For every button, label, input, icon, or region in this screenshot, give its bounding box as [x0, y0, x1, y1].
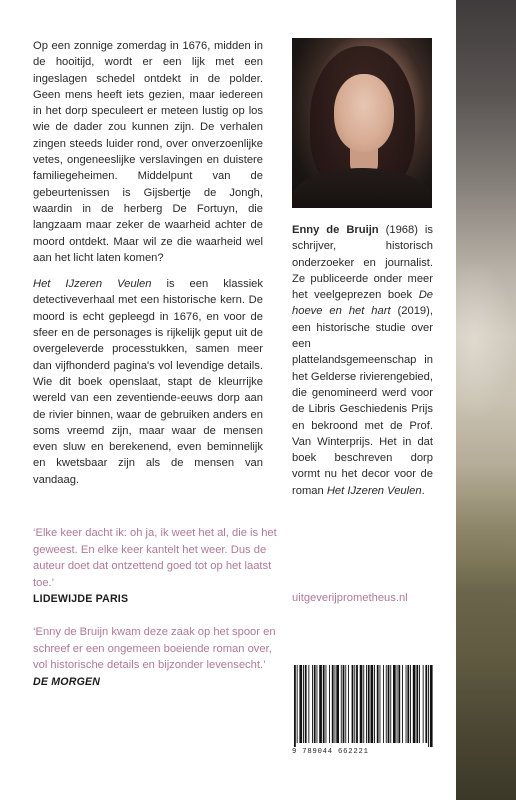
- barcode-bar: [336, 665, 339, 743]
- barcode-bar: [388, 665, 390, 743]
- author-photo: [292, 38, 432, 208]
- barcode-bar: [317, 665, 318, 743]
- author-name: Enny de Bruijn: [292, 224, 379, 236]
- book-title: Het IJzeren Veulen: [33, 278, 152, 291]
- barcode-bar: [354, 665, 355, 743]
- barcode-bar: [305, 665, 307, 743]
- blurb-paragraph-1: Op een zonnige zomerdag in 1676, midden in de hooitijd, wordt er een lijk met een ingeslagen schedel ontdekt in de polder. Geen mens heeft iets gezien, maar iedereen in het dorp speculeert er meteen lustig op los wie de dader zou kunnen zijn. De verhalen zingen steeds luider rond, over onverzoenlijke vetes, ongeneeslijke verslavingen en duistere familiegeheimen. Middelpunt van de gebeurtenissen is Gijsbertje de Jongh, waardin in de herberg De Fortuyn, die langzaam maar zeker de waarheid achter de moord ontdekt. Maar wil ze die waarheid wel aan het licht laten komen?: [33, 40, 263, 264]
- barcode-bar: [374, 665, 375, 743]
- barcode-bar: [341, 665, 342, 743]
- barcode-bar: [297, 665, 298, 743]
- barcode-bar: [363, 665, 364, 743]
- barcode-bar: [308, 665, 309, 743]
- publisher-url[interactable]: uitgeverijprometheus.nl: [292, 592, 408, 604]
- barcode-bar: [348, 665, 349, 743]
- barcode-bar: [428, 665, 429, 747]
- barcode-bar: [326, 665, 327, 743]
- quote-source: DE MORGEN: [33, 675, 101, 688]
- barcode-bar: [425, 665, 427, 743]
- barcode-bar: [413, 665, 416, 743]
- blurb-paragraph-2: Het IJzeren Veulen is een klassiek detectiveverhaal met een historische kern. De moord is echt gepleegd in 1676, en voor de sfeer en de personages is rijkelijk geput uit de overgeleverde processtukken, samen meer dan vijfhonderd pagina's vol levendige details. Wie dit boek openslaat, stapt de kleurrijke wereld van een zeventiende-eeuws dorp aan de rivier binnen, waar de gebruiken anders en soms vreemd zijn, maar waar de mensen even sluw en berekenend, even beminnelijk en kwetsbaar zijn als de mensen van vandaag.: [33, 278, 263, 486]
- review-quote-2: [33, 624, 278, 690]
- isbn-number: 9 789044 662221: [292, 748, 369, 756]
- barcode-bar: [380, 665, 381, 743]
- barcode-bar: [335, 665, 336, 743]
- barcode-bar: [383, 665, 384, 743]
- barcode-bar: [366, 665, 367, 743]
- barcode-bar: [419, 665, 420, 743]
- barcode: [292, 665, 433, 747]
- barcode-bar: [390, 665, 391, 743]
- barcode-bar: [352, 665, 354, 743]
- quote-text: ‘Enny de Bruijn kwam deze zaak op het spoor en schreef er een ongemeen boeiende roman over, vol historische details en bijzonder levensecht.’: [33, 626, 276, 671]
- review-quote-1: [33, 525, 278, 608]
- barcode-bar: [371, 665, 374, 743]
- barcode-bar: [312, 665, 313, 743]
- cover-landscape-strip: [456, 0, 516, 800]
- barcode-bar: [398, 665, 400, 743]
- barcode-bar: [393, 665, 396, 743]
- blurb: [33, 38, 263, 498]
- barcode-bar: [407, 665, 409, 743]
- barcode-bar: [397, 665, 398, 743]
- barcode-bar: [319, 665, 322, 743]
- barcode-bar: [360, 665, 363, 743]
- barcode-bar: [294, 665, 296, 747]
- barcode-bar: [406, 665, 407, 743]
- barcode-bar: [329, 665, 330, 743]
- barcode-bar: [430, 665, 433, 747]
- barcode-bar: [416, 665, 418, 743]
- barcode-bar: [356, 665, 358, 743]
- barcode-bars: [292, 665, 433, 747]
- barcode-bar: [423, 665, 424, 743]
- barcode-bar: [323, 665, 325, 743]
- barcode-bar: [345, 665, 346, 743]
- barcode-bar: [410, 665, 411, 743]
- barcode-bar: [377, 665, 379, 743]
- quote-source: LIDEWIJDE PARIS: [33, 593, 129, 605]
- barcode-bar: [332, 665, 334, 743]
- author-bio: Enny de Bruijn (1968) is schrijver, historisch onderzoeker en journalist. Ze publiceerde onder meer het veelgeprezen boek De hoeve en het hart (2019), een historische studie over een plattelandsgemeenschap in het Gelderse rivierengebied, die genomineerd werd voor de Libris Geschiedenis Prijs en bekroond met de Prof. Van Winterprijs. Het in dat boek beschreven dorp vormt nu het decor voor de roman Het IJzeren Veulen.: [292, 224, 433, 497]
- barcode-bar: [343, 665, 345, 743]
- barcode-bar: [402, 665, 403, 743]
- barcode-bar: [314, 665, 316, 743]
- barcode-bar: [368, 665, 370, 743]
- quote-text: ‘Elke keer dacht ik: oh ja, ik weet het al, die is het geweest. En elke keer kantelt het weer. Dus de auteur doet dat ontzettend goed tot op het laatst toe.’: [33, 527, 277, 589]
- barcode-bar: [299, 665, 302, 743]
- barcode-bar: [303, 665, 304, 743]
- barcode-bar: [386, 665, 387, 743]
